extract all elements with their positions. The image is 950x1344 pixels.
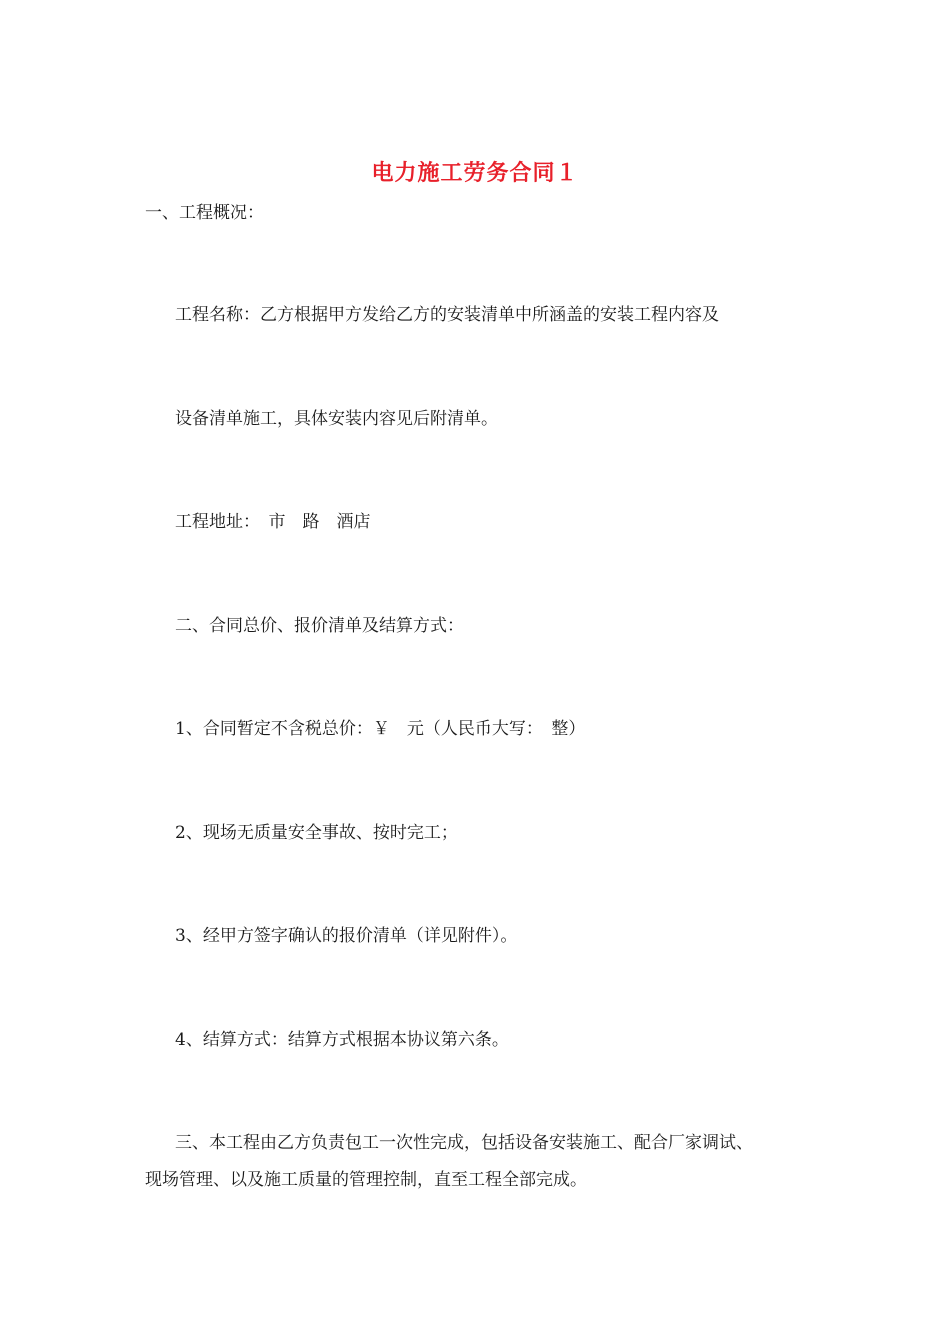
section-heading-project-overview: 一、工程概况：	[145, 203, 264, 223]
section-three-paragraph-continued: 现场管理、以及施工质量的管理控制，直至工程全部完成。	[145, 1170, 587, 1190]
list-item-settlement: 4、结算方式：结算方式根据本协议第六条。	[175, 1030, 509, 1050]
paragraph-project-name: 工程名称：乙方根据甲方发给乙方的安装清单中所涵盖的安装工程内容及	[175, 305, 719, 325]
paragraph-project-address: 工程地址： 市 路 酒店	[175, 512, 371, 532]
document-title: 电力施工劳务合同１	[371, 160, 579, 186]
section-heading-contract-price: 二、合同总价、报价清单及结算方式：	[175, 616, 464, 636]
section-three-paragraph: 三、本工程由乙方负责包工一次性完成，包括设备安装施工、配合厂家调试、	[175, 1133, 753, 1153]
list-item-quote-list: 3、经甲方签字确认的报价清单（详见附件）。	[175, 926, 518, 946]
list-item-total-price: 1、合同暂定不含税总价：￥ 元（人民币大写： 整）	[175, 719, 586, 739]
paragraph-project-name-continued: 设备清单施工，具体安装内容见后附清单。	[175, 409, 498, 429]
list-item-safety: 2、现场无质量安全事故、按时完工；	[175, 823, 458, 843]
